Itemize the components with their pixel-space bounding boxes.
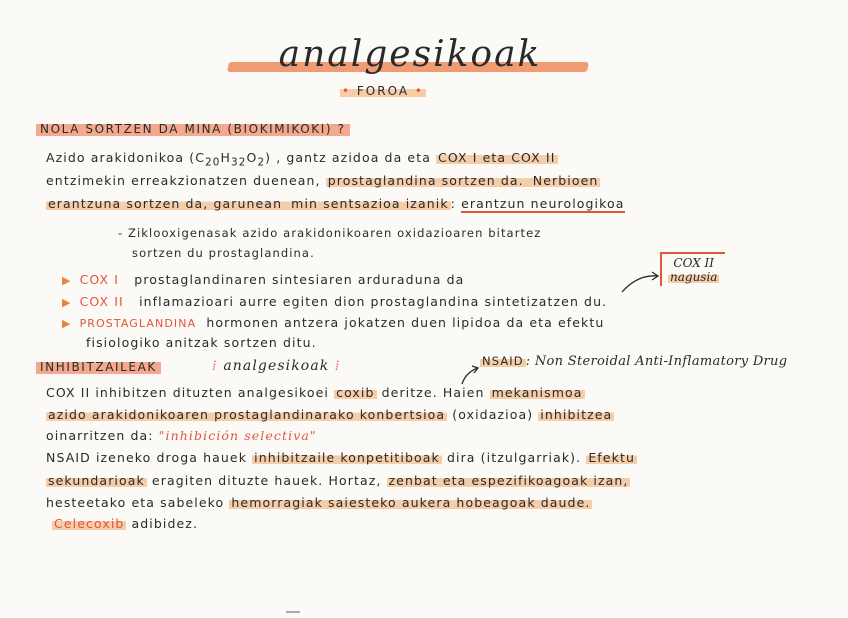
nsaid-definition: NSAID : Non Steroidal Anti-Inflamatory Drug: [482, 354, 788, 369]
paragraph-4-line-4: Celecoxib adibidez.: [54, 516, 199, 531]
paragraph-2-line-1: - Ziklooxigenasak azido arakidonikoaren oxidazioaren bitartez: [118, 226, 542, 240]
dot-icon: •: [342, 84, 352, 98]
paragraph-4-line-1: NSAID izeneko droga hauek inhibitzaile konpetitiboak dira (itzulgarriak). Efektu: [46, 450, 635, 465]
page-footer-mark: [286, 611, 300, 613]
coxii-note-label: COX II: [673, 256, 715, 270]
triangle-bullet-icon: ▶: [62, 296, 72, 309]
triangle-bullet-icon: ▶: [62, 317, 72, 330]
paragraph-1-line-2: entzimekin erreakzionatzen duenean, prostaglandina sortzen da. Nerbioen: [46, 173, 599, 188]
bullet-cox-ii: ▶ COX II inflamazioari aurre egiten dion prostaglandina sintetizatzen du.: [62, 294, 608, 309]
page-subtitle: [340, 84, 426, 98]
dot-icon: •: [414, 84, 424, 98]
bullet-prostaglandina-cont: fisiologiko anitzak sortzen ditu.: [86, 335, 317, 350]
triangle-bullet-icon: ▶: [62, 274, 72, 287]
paragraph-4-line-2: sekundarioak eragiten dituzte hauek. Hortaz, zenbat eta espezifikoagoak izan,: [48, 473, 629, 488]
coxii-note: [660, 252, 725, 286]
section-heading-mina: NOLA SORTZEN DA MINA (BIOKIMIKOKI) ?: [36, 122, 350, 136]
dashes-icon: ⁞: [329, 358, 341, 374]
paragraph-3-line-2: azido arakidonikoaren prostaglandinarako konbertsioa (oxidazioa) inhibitzea: [48, 407, 613, 422]
paragraph-1-line-1: Azido arakidonikoa $(C_{20}H_{32}O_2)$ , gantz azidoa da eta COX I eta COX II: [46, 150, 556, 169]
page-title: analgesikoak: [278, 34, 542, 75]
bullet-cox-i: ▶ COX I prostaglandinaren sintesiaren arduraduna da: [62, 272, 465, 287]
arrow-icon: [618, 270, 662, 296]
paragraph-3-line-1: COX II inhibitzen dituzten analgesikoei coxib deritze. Haien mekanismoa: [46, 385, 583, 400]
subtitle-text: FOROA: [356, 84, 410, 98]
bullet-prostaglandina: ▶ PROSTAGLANDINA hormonen antzera jokatzen duen lipidoa da eta efektu: [62, 315, 605, 330]
paragraph-1-line-3: erantzuna sortzen da, garunean min sentsazioa izanik : erantzun neurologikoa: [48, 196, 625, 211]
dashes-icon: ⁞: [212, 358, 224, 374]
coxii-note-text: nagusia: [670, 270, 718, 284]
paragraph-2-line-2: sortzen du prostaglandina.: [132, 246, 315, 260]
paragraph-3-line-3: oinarritzen da: "inhibición selectiva": [46, 428, 317, 443]
arrow-icon: [458, 364, 482, 386]
paragraph-4-line-3: hesteetako eta sabeleko hemorragiak saiesteko aukera hobeagoak daude.: [46, 495, 591, 510]
section-heading-inhibitzaileak: INHIBITZAILEAK: [36, 360, 161, 374]
section-aside: ⁞ analgesikoak ⁞: [212, 358, 341, 374]
